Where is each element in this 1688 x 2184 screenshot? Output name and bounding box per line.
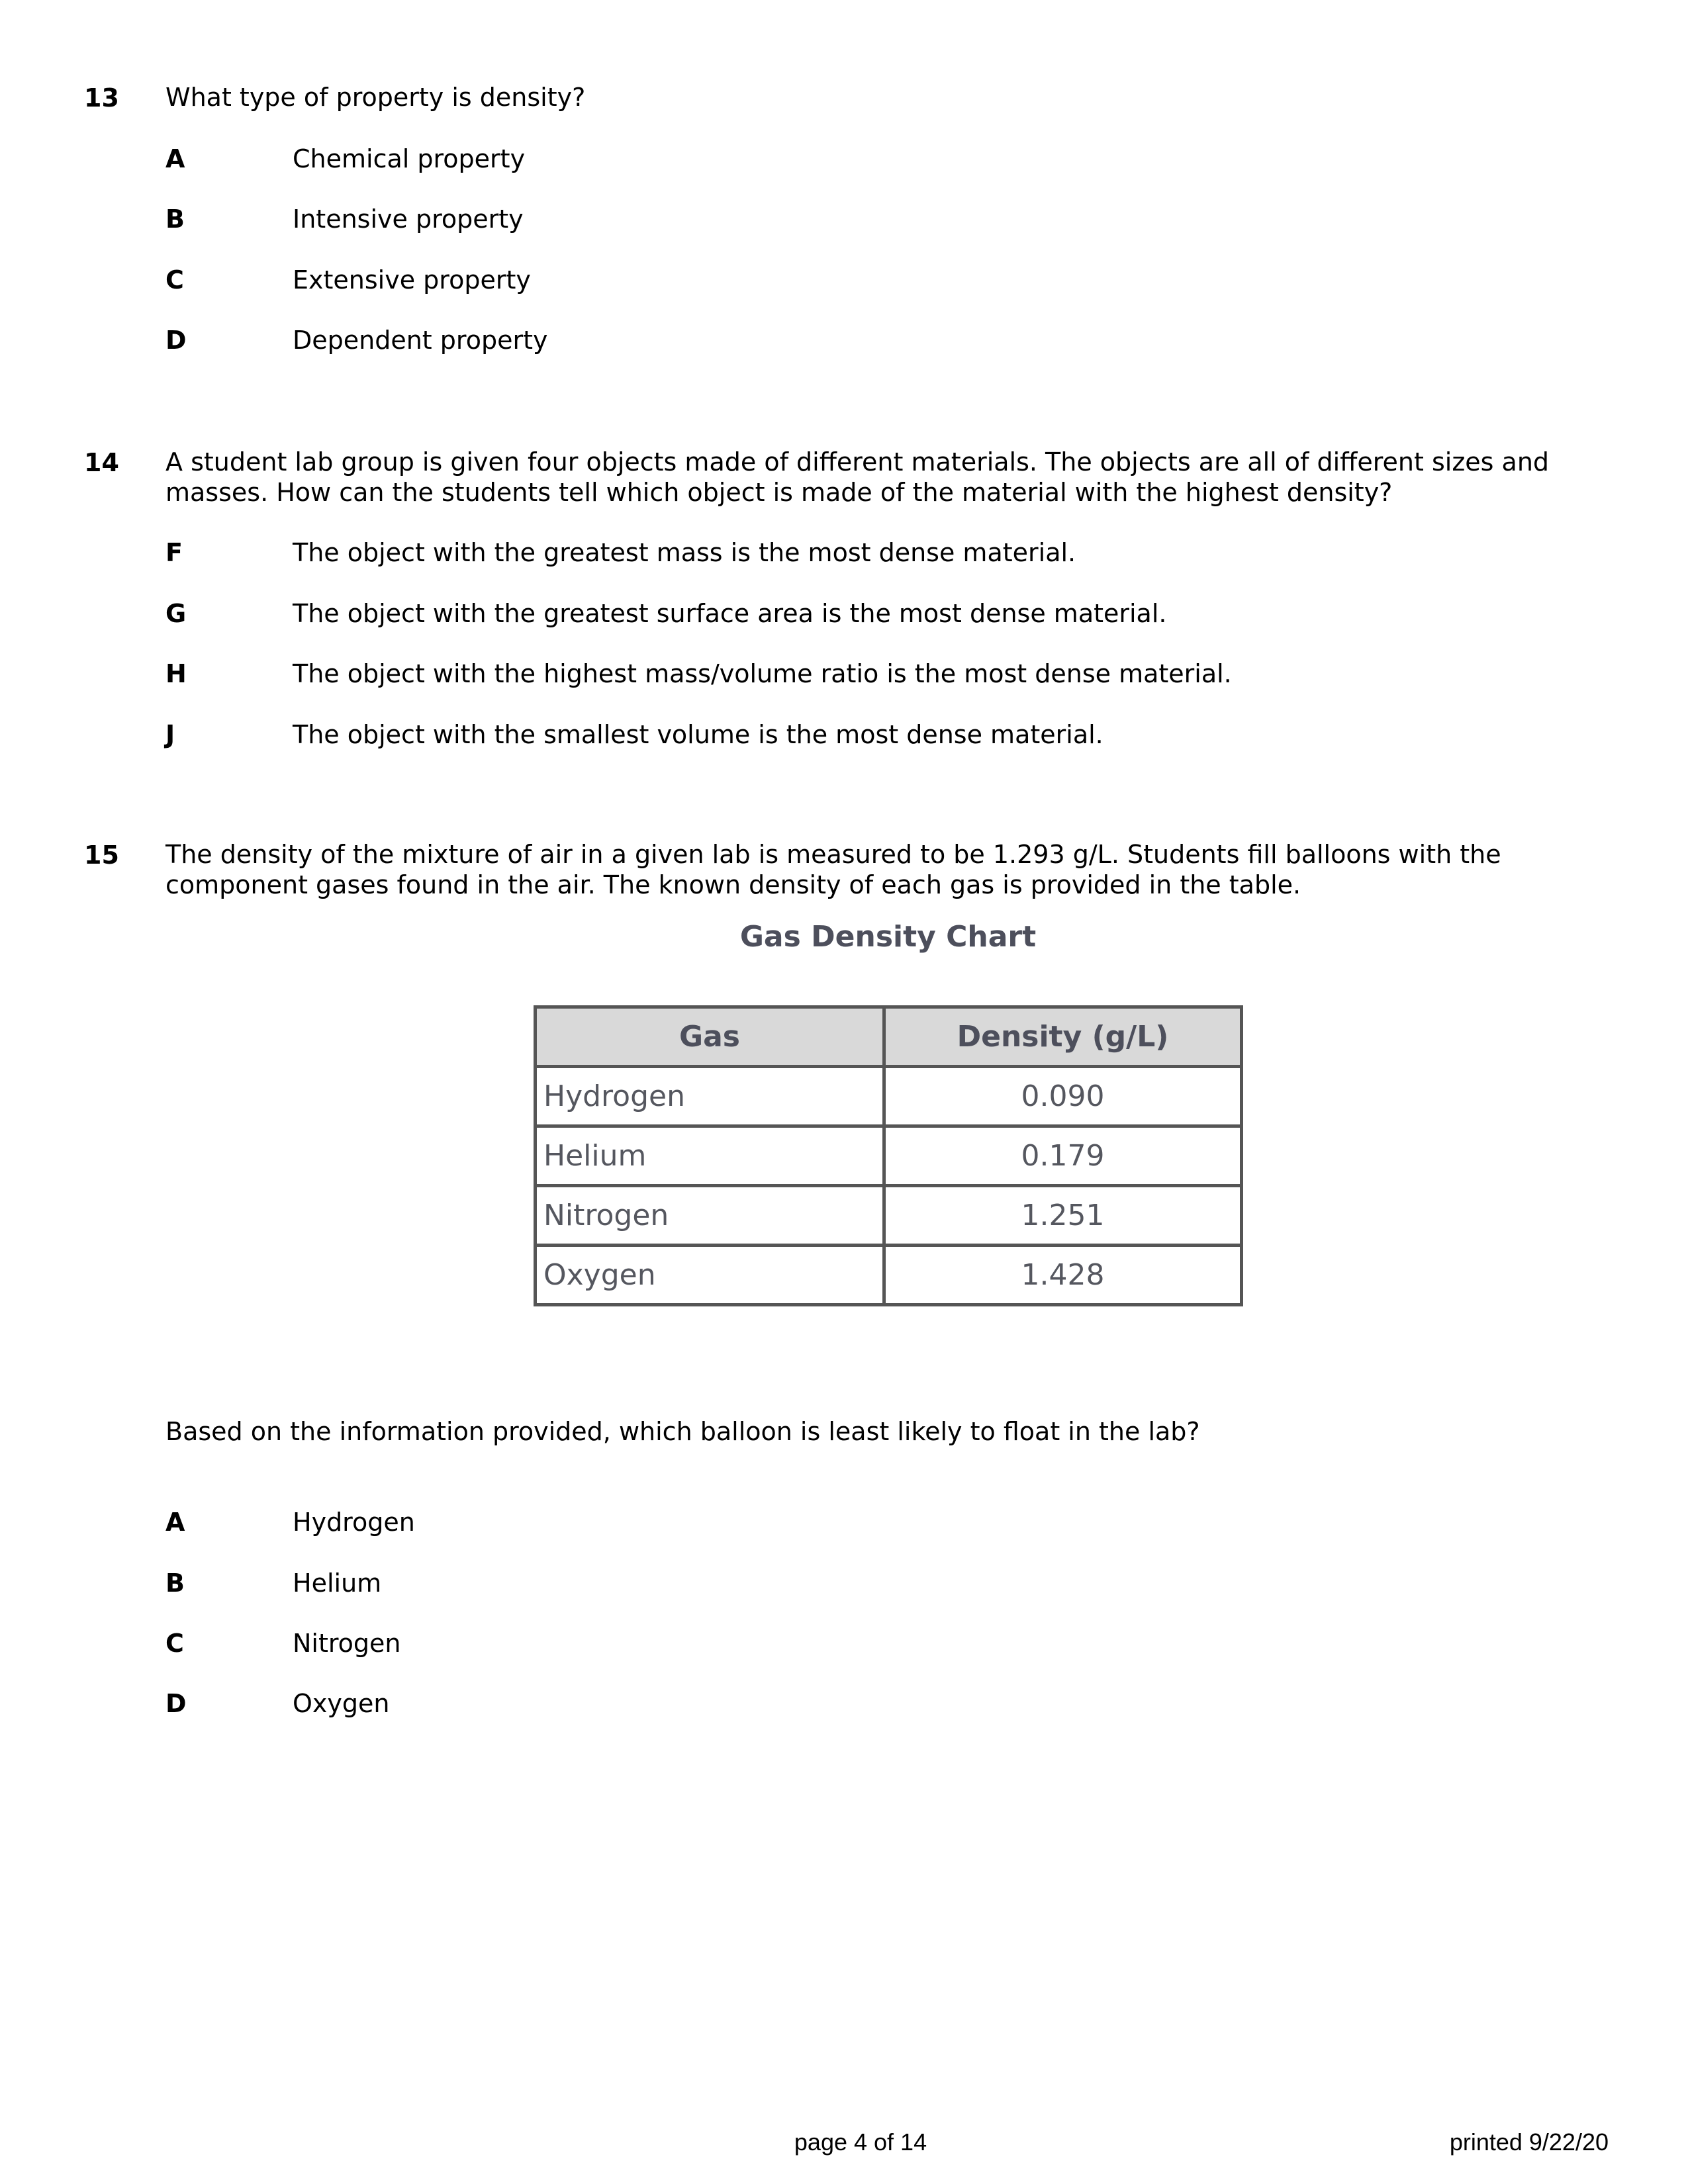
choice-letter: A [165,1508,185,1537]
gas-name-cell: Helium [536,1126,884,1186]
gas-density-cell: 1.428 [884,1246,1242,1305]
choice-text: Extensive property [293,265,531,295]
question-15-followup: Based on the information provided, which balloon is least likely to float in the lab? [165,1417,1200,1446]
page-number: page 4 of 14 [794,2128,927,2156]
gas-name-cell: Nitrogen [536,1186,884,1246]
table-row [536,1186,1242,1246]
gas-density-cell: 0.179 [884,1126,1242,1186]
question-14-number: 14 [84,448,119,477]
choice-text: Oxygen [293,1689,390,1718]
question-14-stem: A student lab group is given four objects made of different materials. The objects are all of different sizes and masses. How can the students tell which object is made of the material with the highest density? [165,447,1550,507]
choice-text: Nitrogen [293,1629,401,1658]
choice-text: Dependent property [293,326,548,355]
gas-density-cell: 1.251 [884,1186,1242,1246]
choice-text: The object with the greatest surface area is the most dense material. [293,599,1167,628]
question-13-stem: What type of property is density? [165,83,586,112]
gas-density-table [534,1005,1243,1306]
gas-density-chart-title: Gas Density Chart [739,920,1037,954]
gas-density-cell: 0.090 [884,1067,1242,1126]
choice-text: Helium [293,1569,382,1598]
printed-date: printed 9/22/20 [1449,2128,1609,2156]
choice-letter: A [165,144,185,173]
choice-text: Chemical property [293,144,526,173]
choice-text: Intensive property [293,205,524,234]
choice-letter: G [165,599,187,628]
table-header-gas: Gas [536,1007,884,1067]
choice-letter: B [165,205,185,234]
choice-text: The object with the smallest volume is the most dense material. [293,720,1103,749]
choice-text: The object with the highest mass/volume ratio is the most dense material. [293,659,1232,688]
choice-text: The object with the greatest mass is the most dense material. [293,538,1076,567]
gas-name-cell: Hydrogen [536,1067,884,1126]
choice-text: Hydrogen [293,1508,415,1537]
table-row [536,1246,1242,1305]
choice-letter: C [165,1629,184,1658]
choice-letter: D [165,1689,187,1718]
table-row [536,1126,1242,1186]
question-15-number: 15 [84,841,119,870]
table-header-row [536,1007,1242,1067]
question-13-number: 13 [84,83,119,113]
choice-letter: J [165,720,175,749]
choice-letter: H [165,659,187,688]
table-row [536,1067,1242,1126]
gas-name-cell: Oxygen [536,1246,884,1305]
choice-letter: C [165,265,184,295]
table-header-density: Density (g/L) [884,1007,1242,1067]
choice-letter: F [165,538,183,567]
choice-letter: D [165,326,187,355]
choice-letter: B [165,1569,185,1598]
question-15-stem: The density of the mixture of air in a given lab is measured to be 1.293 g/L. Students fill balloons with the component gases found in the air. The known density of each gas is provided in the table. [165,840,1501,899]
